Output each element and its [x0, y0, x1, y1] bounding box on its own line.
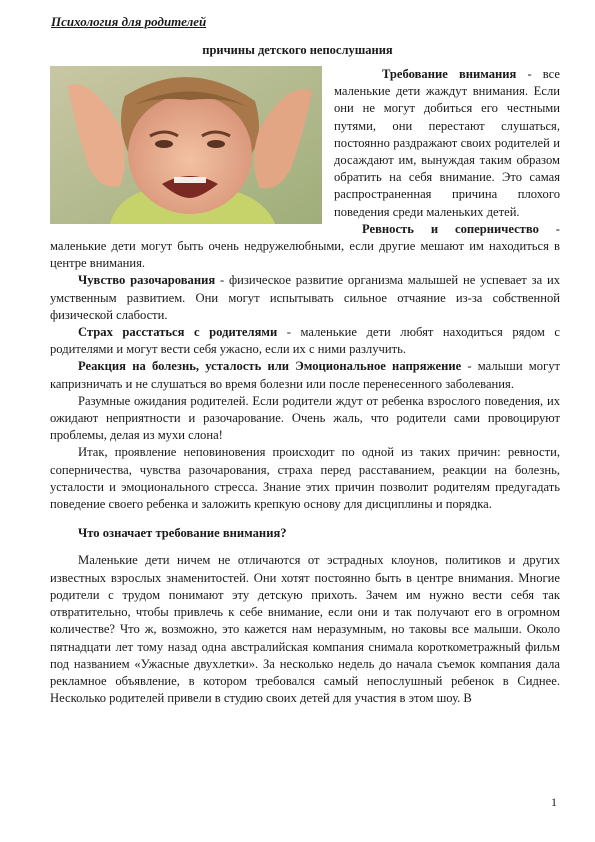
paragraph-expectations: Разумные ожидания родителей. Если родители ждут от ребенка взрослого поведения, их ожидают неприятности и разочарование. Очень жаль, что родители сами провоцируют проблемы, делая из мухи слона!	[50, 393, 560, 443]
paragraph-illness: Реакция на болезнь, усталость или Эмоциональное напряжение - малыши могут капризничать и не слушаться во время болезни или после перенесенного заболевания.	[50, 359, 561, 391]
section-paragraph: Маленькие дети ничем не отличаются от эстрадных клоунов, политиков и других известных взрослых знаменитостей. Они хотят постоянно быть в центре внимания. Многие родители с трудом понимают эту детскую прихоть. Зачем им нужно вести себя так отвратительно, чтобы привлечь к себе внимание, если они и так получают его в огромном количестве? Что ж, возможно, это кажется нам неразумным, но таковы все малыши. Около пятнадцати лет тому назад одна австралийская компания снимала короткометражный фильм под названием «Ужасные двухлетки». За несколько недель до начала съемок компания дала рекламное объявление, в котором требовался самый непослушный ребенок в Сиднее. Несколько родителей привели в студию своих детей для участия в этом шоу. В	[50, 553, 560, 706]
article-body	[50, 66, 560, 707]
page-header: Психология для родителей	[51, 14, 207, 29]
child-covering-ears-image	[50, 66, 322, 224]
section-heading: Что означает требование внимания?	[78, 526, 287, 541]
paragraph-jealousy: Ревность и соперничество - маленькие дети могут быть очень недружелюбными, если другие мешают им находиться в центре внимания.	[50, 221, 561, 271]
paragraph-summary: Итак, проявление неповиновения происходит по одной из таких причин: ревности, соперничества, чувства разочарования, страха перед расставанием, реакции на болезнь, усталости и эмоционального стресса. Знание этих причин позволит родителям предугадать поведение своего ребенка и заложить крепкую основу для дисциплины и порядка.	[50, 445, 560, 512]
child-photo	[50, 66, 322, 224]
paragraph-frustration: Чувство разочарования - физическое развитие организма малышей не успевает за их умственным развитием. Они могут испытывать сильное отчаяние из-за собственной физической слабости.	[50, 273, 560, 322]
page-number: 1	[551, 795, 557, 809]
paragraph-attention: Требование внимания - все маленькие дети жаждут внимания. Если они не могут добиться его честными путями, они перестают слушаться, постоянно раздражают своих родителей и досаждают им, вынуждая таким образом обратить на себя внимание. Это самая распространенная причина плохого поведения среди маленьких детей.	[334, 67, 560, 219]
article-title: причины детского непослушания	[202, 43, 393, 57]
paragraph-separation: Страх расстаться с родителями - маленькие дети любят находиться рядом с родителями и могут вести себя ужасно, если их с ними разлучить.	[50, 325, 561, 357]
